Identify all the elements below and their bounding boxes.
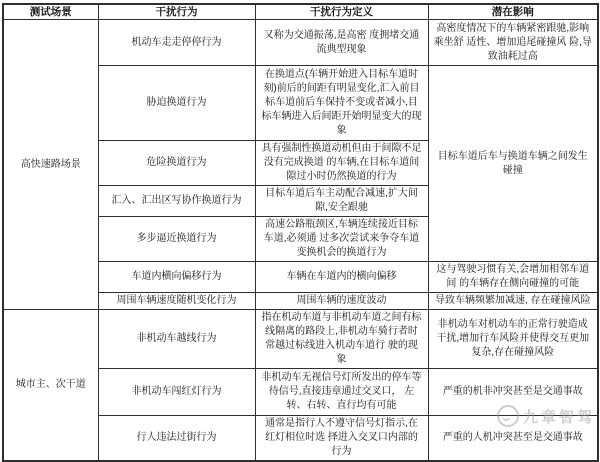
col-header-behavior: 干扰行为: [98, 4, 255, 20]
definition-cell: 又称为交通振荡,是高密 度拥堵交通流典型现象: [255, 20, 428, 66]
behavior-cell: 多步逼近换道行为: [98, 217, 255, 262]
definition-cell: 非机动车无视信号灯所发出的停车等待信号,直接违章通过交叉口， 左转、右转、直行均有可能: [255, 369, 428, 416]
behavior-cell: 行人违法过街行为: [98, 416, 255, 462]
definition-cell: 具有强制性换道动机但由于间隙不足没有完成换道 的车辆,在目标车道间隙过小时仍然换道的行为: [255, 141, 428, 186]
scenario-table-page: [0, 3, 600, 457]
table-row: [3, 310, 598, 369]
behavior-cell: 汇入、汇出区写协作换道行为: [98, 186, 255, 217]
definition-cell: 指在机动车道与非机动车道之间有标线隔离的路段上,非机动车骑行者时常越过标线进入机动车道行 驶的现象: [255, 310, 428, 369]
col-header-definition: 干扰行为定义: [255, 4, 428, 20]
scenario-cell-urban: 城市主、次干道: [3, 310, 98, 462]
definition-cell: 目标车道后车主动配合减速,扩大间隙,安全跟驰: [255, 186, 428, 217]
impact-cell: 严重的机非冲突甚至是交通事故: [428, 369, 598, 416]
scenario-cell-highway: 高快速路场景: [3, 20, 98, 310]
definition-cell: 高速公路瓶颈区,车辆连续接近目标车道,必须通 过多次尝试来争夺车道变换机会的换道行为: [255, 217, 428, 262]
watermark-text: 九章智驾: [522, 408, 595, 426]
behavior-cell: 机动车走走停停行为: [98, 20, 255, 66]
impact-cell-merged: 目标车道后车与换道车辆之间发生碰撞: [428, 66, 598, 262]
header-row: [3, 4, 598, 20]
definition-cell: 周围车辆的速度波动: [255, 293, 428, 310]
col-header-impact: 潜在影响: [428, 4, 598, 20]
behavior-cell: 车道内横向偏移行为: [98, 262, 255, 293]
impact-cell: 这与驾驶习惯有关,会增加相邻车道间 的车辆存在侧向碰撞的可能: [428, 262, 598, 293]
impact-cell: 严重的人机冲突甚至是交通事故: [428, 416, 598, 462]
impact-cell: 非机动车对机动车的正常行驶造成干扰,增加行车风险并使得交互更加复杂,存在碰撞风险: [428, 310, 598, 369]
behavior-cell: 胁迫换道行为: [98, 66, 255, 141]
col-header-test-scenario: 测试场景: [3, 4, 98, 20]
interference-behavior-table: [2, 3, 599, 462]
table-row: [3, 20, 598, 66]
definition-cell: 在换道点(车辆开始进入目标车道时刻)前后的间距有明显变化,汇入前目标车道前后车保持不变或者减小,目标车辆进入后间距开始明显变大的现象: [255, 66, 428, 141]
behavior-cell: 非机动车闯红灯行为: [98, 369, 255, 416]
impact-cell: 高密度情况下的车辆紧密跟驰,影响乘坐舒 适性、增加追尾碰撞风 险,导致油耗过高: [428, 20, 598, 66]
impact-cell: 导致车辆频繁加减速, 存在碰撞风险: [428, 293, 598, 310]
behavior-cell: 危险换道行为: [98, 141, 255, 186]
definition-cell: 车辆在车道内的横向偏移: [255, 262, 428, 293]
definition-cell: 通常是指行人不遵守信号灯指示,在红灯相位时选 择进入交叉口内部的行为: [255, 416, 428, 462]
behavior-cell: 非机动车越线行为: [98, 310, 255, 369]
behavior-cell: 周围车辆速度随机变化行为: [98, 293, 255, 310]
